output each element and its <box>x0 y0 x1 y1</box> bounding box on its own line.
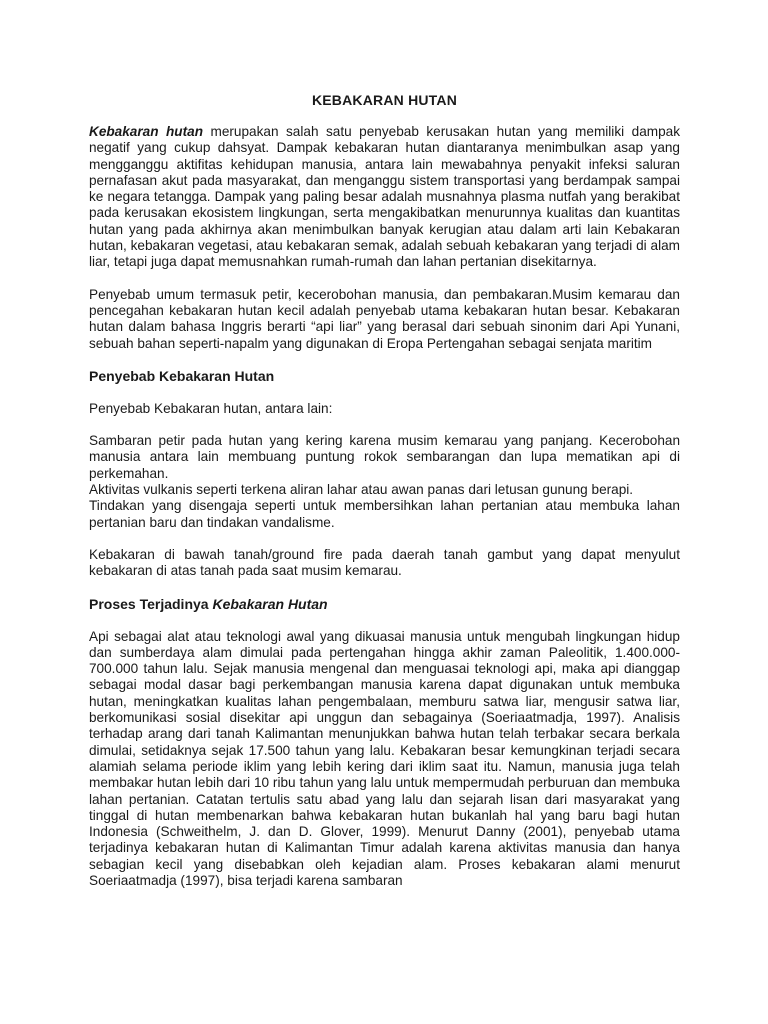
section-2-heading-plain: Proses Terjadinya <box>89 595 213 612</box>
document-title: KEBAKARAN HUTAN <box>311 92 458 108</box>
section-1-intro: Penyebab Kebakaran hutan, antara lain: <box>89 400 333 416</box>
cause-2: Aktivitas vulkanis seperti terkena aliran lahar atau awan panas dari letusan gunung berapi. <box>89 482 634 498</box>
section-2-heading-italic: Kebakaran Hutan <box>212 595 328 612</box>
paragraph-2: Penyebab umum termasuk petir, kecerobohan manusia, dan pembakaran.Musim kemarau dan pencegahan kebakaran hutan kecil adalah penyebab utama kebakaran hutan besar. Kebakaran hutan dalam bahasa Inggris berarti “api liar” yang berasal dari sebuah sinonim dari Api Yunani, sebuah bahan seperti-napalm yang digunakan di Eropa Pertengahan sebagai senjata maritim <box>89 286 680 351</box>
intro-lead: Kebakaran hutan <box>89 124 204 139</box>
intro-paragraph <box>89 124 680 271</box>
cause-4: Kebakaran di bawah tanah/ground fire pada daerah tanah gambut yang dapat menyulut kebakaran di atas tanah pada saat musim kemarau. <box>89 546 680 579</box>
section-2-body: Api sebagai alat atau teknologi awal yang dikuasai manusia untuk mengubah lingkungan hidup dan sumberdaya alam dimulai pada pertengahan hingga akhir zaman Paleolitik, 1.400.000-700.000 tahun lalu. Sejak manusia mengenal dan menguasai teknologi api, maka api dianggap sebagai modal dasar bagi perkembangan manusia karena dapat digunakan untuk membuka hutan, meningkatkan kualitas lahan pengembalaan, memburu satwa liar, mengusir satwa liar, berkomunikasi sosial disekitar api unggun dan sebagainya (Soeriaatmadja, 1997). Analisis terhadap arang dari tanah Kalimantan menunjukkan bahwa hutan telah terbakar secara berkala dimulai, setidaknya sejak 17.500 tahun yang lalu. Kebakaran besar kemungkinan terjadi secara alamiah selama periode iklim yang lebih kering dari iklim saat itu. Namun, manusia juga telah membakar hutan lebih dari 10 ribu tahun yang lalu untuk mempermudah perburuan dan membuka lahan pertanian. Catatan tertulis satu abad yang lalu dan sejarah lisan dari masyarakat yang tinggal di hutan membenarkan bahwa kebakaran hutan bukanlah hal yang baru bagi hutan Indonesia (Schweithelm, J. dan D. Glover, 1999). Menurut Danny (2001), penyebab utama terjadinya kebakaran hutan di Kalimantan Timur adalah karena aktivitas manusia dan hanya sebagian kecil yang disebabkan oleh kejadian alam. Proses kebakaran alami menurut Soeriaatmadja (1997), bisa terjadi karena sambaran <box>89 628 680 888</box>
section-2-heading <box>89 596 680 613</box>
cause-1: Sambaran petir pada hutan yang kering karena musim kemarau yang panjang. Kecerobohan manusia antara lain membuang puntung rokok sembarangan dan lupa mematikan api di perkemahan. <box>89 433 680 481</box>
cause-3: Tindakan yang disengaja seperti untuk membersihkan lahan pertanian atau membuka lahan pertanian baru dan tindakan vandalisme. <box>89 498 680 530</box>
section-1-heading: Penyebab Kebakaran Hutan <box>89 367 275 384</box>
intro-text: merupakan salah satu penyebab kerusakan hutan yang memiliki dampak negatif yang cukup dahsyat. Dampak kebakaran hutan diantaranya menimbulkan asap yang mengganggu aktifitas kehidupan manusia, antara lain mewabahnya penyakit infeksi saluran pernafasan akut pada masyarakat, dan menganggu sistem transportasi yang berdampak sampai ke negara tetangga. Dampak yang paling besar adalah musnahnya plasma nutfah yang berakibat pada kerusakan ekosistem lingkungan, serta mengakibatkan menurunnya kualitas dan kuantitas hutan yang pada akhirnya akan menimbulkan banyak kerugian atau dalam arti lain Kebakaran hutan, kebakaran vegetasi, atau kebakaran semak, adalah sebuah kebakaran yang terjadi di alam liar, tetapi juga dapat memusnahkan rumah-rumah dan lahan pertanian disekitarnya. <box>89 124 680 270</box>
